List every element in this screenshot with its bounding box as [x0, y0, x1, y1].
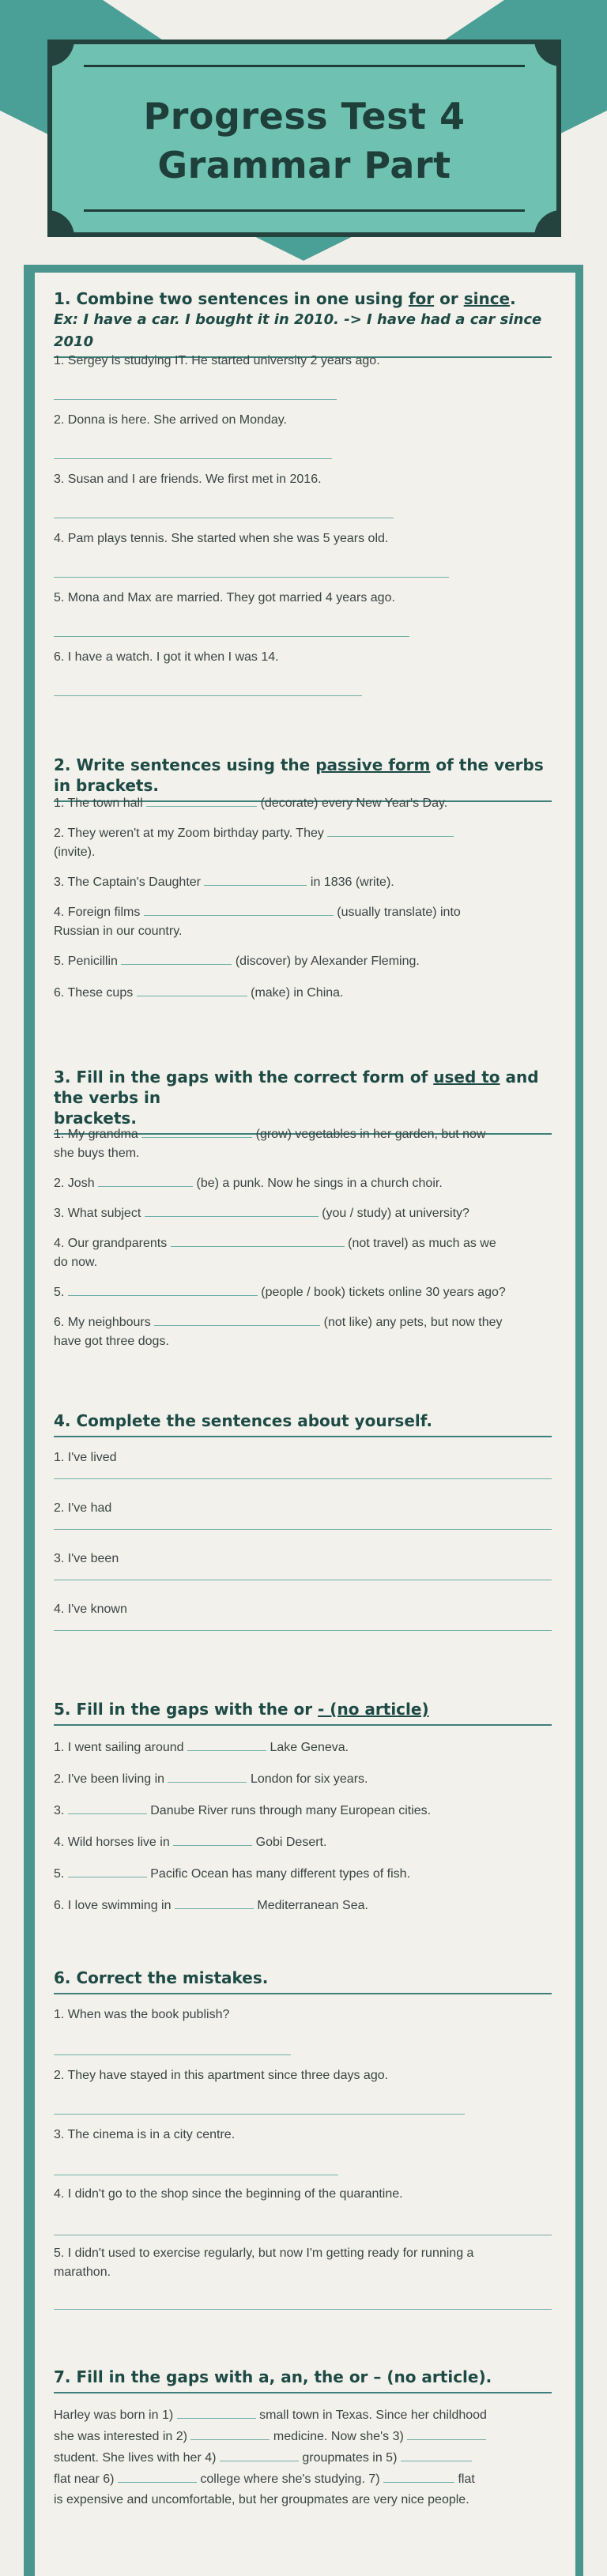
s4-item: 4. I've known [54, 1602, 127, 1616]
s6-item: 2. They have stayed in this apartment since three days ago. [54, 2069, 389, 2082]
s6-item: 3. The cinema is in a city centre. [54, 2128, 236, 2141]
section-4-heading: 4. Complete the sentences about yourself. [54, 1410, 552, 1437]
section-2 [54, 755, 552, 1000]
banner-rule-bottom [84, 209, 525, 212]
s5-gap[interactable] [173, 1832, 252, 1846]
section-4 [54, 1410, 552, 1616]
s3-gap[interactable] [68, 1282, 258, 1296]
s1-item: 4. Pam plays tennis. She started when she was 5 years old. [54, 532, 389, 545]
s2-item: 4. Foreign films (usually translate) into Russian in our country. [54, 902, 552, 941]
s3-item: 4. Our grandparents (not travel) as much as we do now. [54, 1233, 552, 1272]
s7-gap[interactable] [220, 2447, 299, 2461]
s4-item: 2. I've had [54, 1501, 112, 1515]
s5-item: 2. I've been living in London for six years. [54, 1768, 552, 1789]
section-7 [54, 2367, 552, 2506]
s2-item: 3. The Captain's Daughter in 1836 (write). [54, 872, 552, 892]
s3-item: 1. My grandma (grow) vegetables in her garden, but now she buys them. [54, 1124, 552, 1163]
s6-item: 1. When was the book publish? [54, 2008, 230, 2021]
section-6 [54, 1968, 552, 2279]
s7-gap[interactable] [177, 2405, 256, 2419]
s2-gap[interactable] [327, 823, 454, 837]
s2-gap[interactable] [204, 872, 307, 886]
section-1-heading: 1. Combine two sentences in one using for or since. [54, 289, 516, 308]
s1-answer-line[interactable] [54, 458, 332, 459]
s3-item: 3. What subject (you / study) at university? [54, 1203, 552, 1223]
s3-gap[interactable] [171, 1233, 345, 1247]
s1-item: 5. Mona and Max are married. They got married 4 years ago. [54, 591, 395, 604]
section-5-heading: 5. Fill in the gaps with the or - (no article) [54, 1699, 552, 1726]
s1-item: 1. Sergey is studying IT. He started university 2 years ago. [54, 354, 380, 367]
s2-item: 1. The town hall (decorate) every New Year's Day. [54, 793, 552, 813]
s3-gap[interactable] [141, 1124, 252, 1138]
s3-gap[interactable] [145, 1203, 319, 1217]
s7-gap[interactable] [401, 2447, 472, 2461]
s5-item: 5. Pacific Ocean has many different types of fish. [54, 1863, 552, 1884]
s5-gap[interactable] [187, 1737, 266, 1751]
section-5 [54, 1699, 552, 1912]
s5-item: 4. Wild horses live in Gobi Desert. [54, 1832, 552, 1852]
s2-gap[interactable] [146, 793, 257, 807]
s3-gap[interactable] [154, 1312, 320, 1326]
s4-answer-line[interactable] [54, 1630, 552, 1631]
s3-item: 2. Josh (be) a punk. Now he sings in a church choir. [54, 1173, 552, 1193]
s1-answer-line[interactable] [54, 399, 337, 400]
s6-answer-line[interactable] [54, 2309, 552, 2310]
section-3 [54, 1067, 552, 1348]
s3-gap[interactable] [98, 1173, 193, 1187]
page-title: Progress Test 4 Grammar Part [143, 95, 466, 186]
s5-gap[interactable] [175, 1895, 254, 1909]
s5-gap[interactable] [68, 1863, 147, 1877]
s1-answer-line[interactable] [54, 636, 409, 637]
s4-answer-line[interactable] [54, 1529, 552, 1530]
banner-corner [47, 210, 74, 237]
s2-gap[interactable] [137, 982, 247, 996]
s1-item: 6. I have a watch. I got it when I was 14. [54, 650, 279, 664]
s5-item: 6. I love swimming in Mediterranean Sea. [54, 1895, 552, 1915]
s3-item: 5. (people / book) tickets online 30 years ago? [54, 1282, 552, 1302]
s6-item: 4. I didn't go to the shop since the beginning of the quarantine. [54, 2187, 403, 2201]
s5-item: 1. I went sailing around Lake Geneva. [54, 1737, 552, 1757]
banner-corner [534, 40, 561, 66]
s2-gap[interactable] [144, 902, 334, 916]
section-7-heading: 7. Fill in the gaps with a, an, the or – (no article). [54, 2367, 552, 2393]
s6-item: 5. I didn't used to exercise regularly, but now I'm getting ready for running a marathon. [54, 2246, 474, 2279]
s2-item: 6. These cups (make) in China. [54, 982, 552, 1003]
s7-gap[interactable] [190, 2426, 270, 2440]
s4-item: 1. I've lived [54, 1451, 117, 1464]
s6-answer-line[interactable] [54, 2054, 291, 2055]
s5-item: 3. Danube River runs through many European cities. [54, 1800, 552, 1821]
s1-answer-line[interactable] [54, 577, 449, 578]
banner-rule-top [84, 65, 525, 67]
banner-corner [47, 40, 74, 66]
s1-item: 3. Susan and I are friends. We first met in 2016. [54, 473, 322, 486]
section-1-example: Ex: I have a car. I bought it in 2010. -> I have had a car since 2010 [54, 309, 552, 358]
s7-gap[interactable] [407, 2426, 486, 2440]
s7-paragraph: Harley was born in 1) small town in Texas. Since her childhood she was interested in 2) medicine. Now she's 3) student. She lives with her 4) groupmates in 5) flat near 6) college where she's studying. 7) flat is expensive and uncomfortable, but her groupmates are very nice people. [54, 2405, 552, 2510]
section-3-heading: 3. Fill in the gaps with the correct form of used to and the verbs in brackets. [54, 1067, 552, 1135]
title-banner [47, 40, 561, 237]
s5-gap[interactable] [68, 1800, 147, 1814]
banner-corner [534, 210, 561, 237]
s4-answer-line[interactable] [54, 1478, 552, 1479]
s7-gap[interactable] [118, 2469, 197, 2483]
section-1 [54, 288, 552, 664]
section-6-heading: 6. Correct the mistakes. [54, 1968, 552, 1994]
s1-answer-line[interactable] [54, 695, 362, 696]
s2-gap[interactable] [121, 951, 232, 965]
s5-gap[interactable] [168, 1768, 247, 1783]
s4-item: 3. I've been [54, 1552, 119, 1565]
s7-gap[interactable] [383, 2469, 454, 2483]
s3-item: 6. My neighbours (not like) any pets, but now they have got three dogs. [54, 1312, 552, 1351]
s2-item: 2. They weren't at my Zoom birthday party. They (invite). [54, 823, 552, 862]
s6-answer-line[interactable] [54, 2114, 465, 2115]
s1-item: 2. Donna is here. She arrived on Monday. [54, 413, 287, 427]
s2-item: 5. Penicillin (discover) by Alexander Fleming. [54, 951, 552, 971]
section-2-heading: 2. Write sentences using the passive form of the verbs in brackets. [54, 755, 552, 802]
